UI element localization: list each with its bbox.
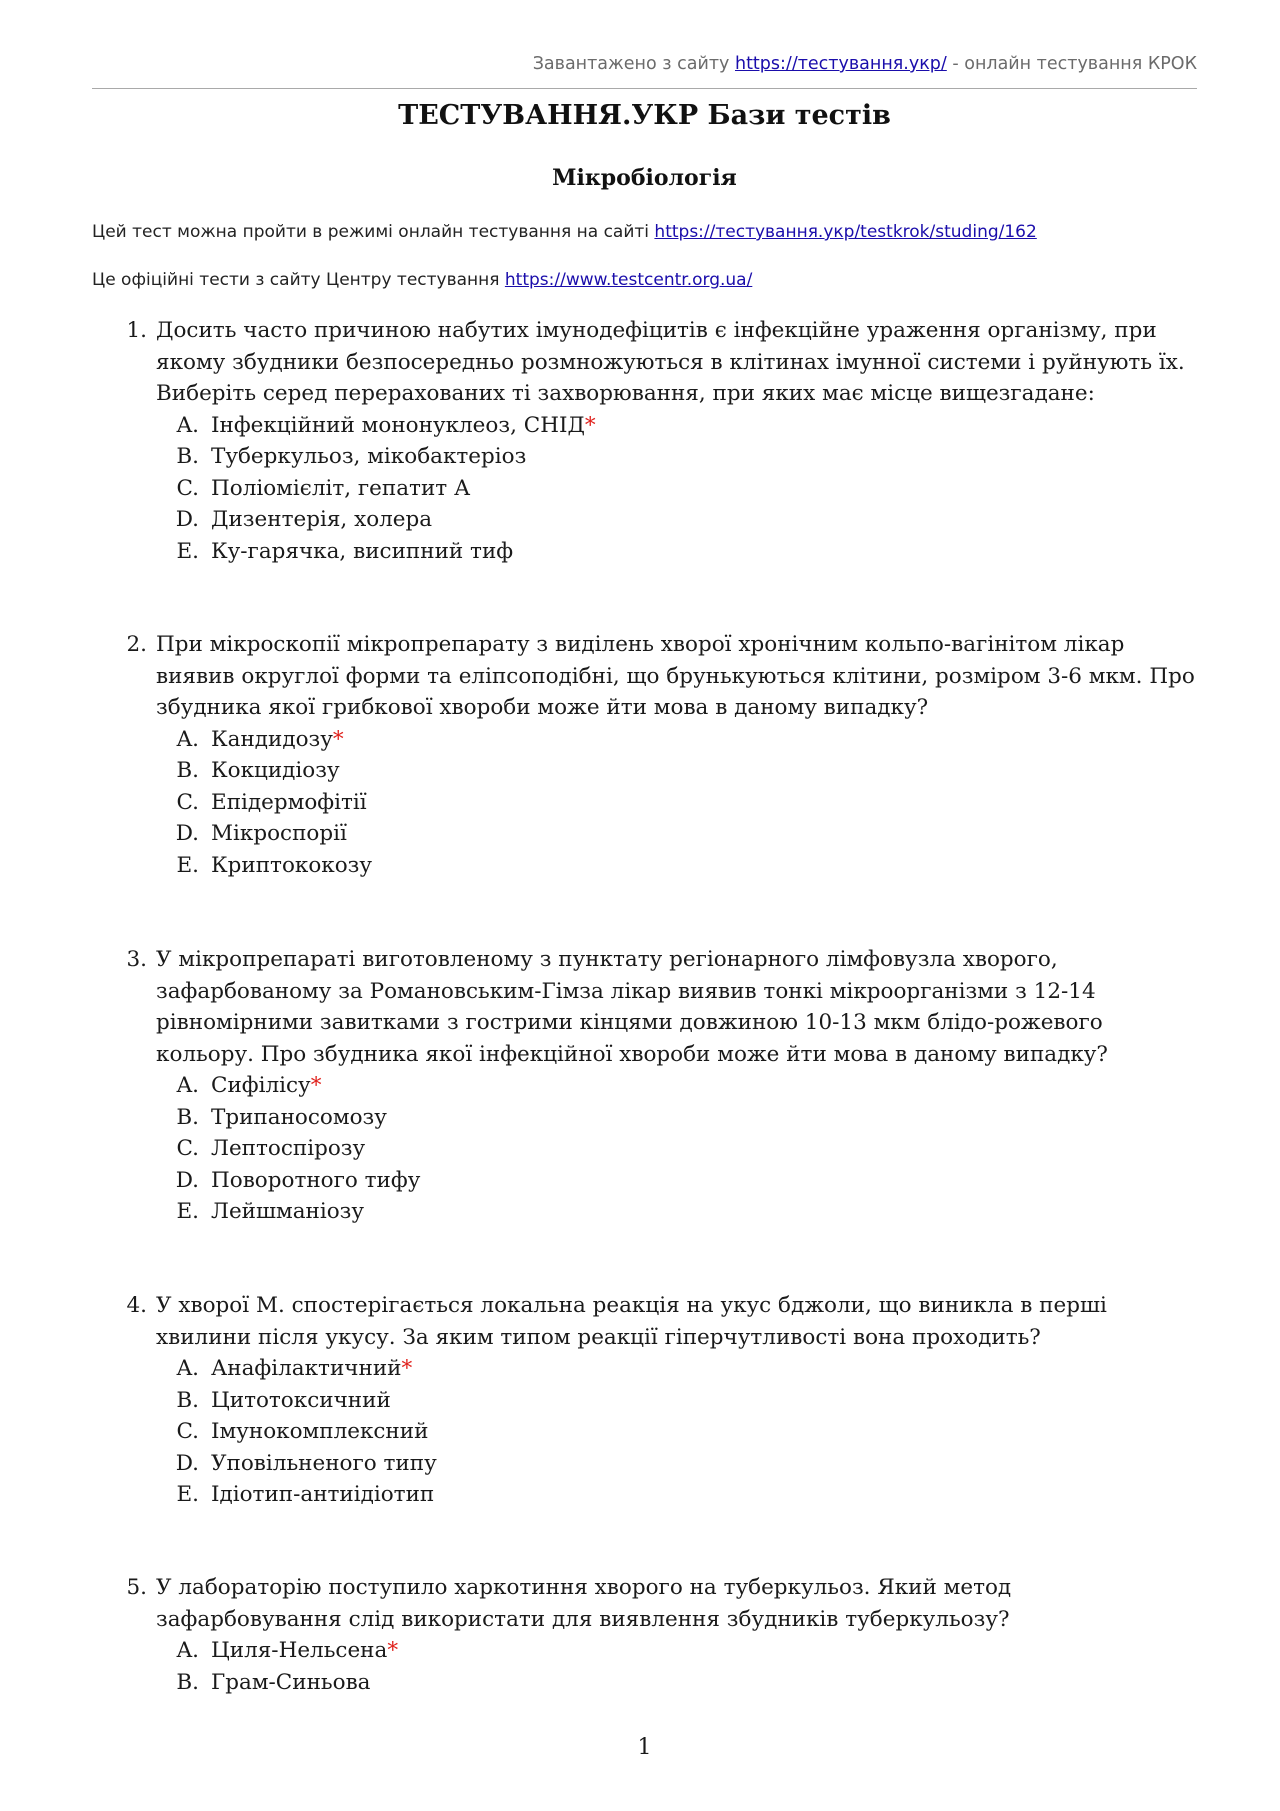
- info-line-official: [92, 270, 752, 290]
- answer-option: [92, 787, 1202, 819]
- question-text: У лабораторію поступило харкотиння хворого на туберкульоз. Який метод зафарбовування слід використати для виявлення збудників туберкульозу?: [156, 1575, 1012, 1632]
- option-text: Мікроспорії: [211, 821, 347, 846]
- option-text: Епідермофітії: [211, 789, 367, 815]
- answer-option: [92, 1165, 1202, 1197]
- option-text: Цитотоксичний: [211, 1387, 391, 1413]
- header-site-link[interactable]: https://тестування.укр/: [734, 54, 947, 74]
- answer-option: [92, 1667, 1202, 1699]
- answer-option: [92, 1385, 1202, 1417]
- question: [92, 1572, 1202, 1698]
- option-text: Інфекційний мононуклеоз, СНІД: [211, 412, 585, 438]
- option-letter: D.: [175, 821, 199, 846]
- info-official-text: Це офіційні тести з сайту Центру тестування: [92, 270, 505, 290]
- option-text: Уповільненого типу: [211, 1450, 437, 1476]
- correct-answer-mark: *: [401, 1356, 413, 1381]
- option-letter: A.: [176, 1638, 199, 1663]
- option-text: Дизентерія, холера: [211, 507, 433, 532]
- testcentr-link[interactable]: https://www.testcentr.org.ua/: [504, 270, 753, 290]
- answer-options: [92, 410, 1202, 568]
- answer-option: [92, 1479, 1202, 1511]
- option-letter: A.: [176, 412, 199, 438]
- option-text: Кокцидіозу: [211, 758, 340, 783]
- answer-option: [92, 1635, 1202, 1667]
- option-letter: E.: [176, 538, 199, 564]
- info-line-online: [92, 222, 1037, 242]
- option-letter: E.: [176, 852, 199, 878]
- correct-answer-mark: *: [387, 1638, 399, 1663]
- option-text: Лейшманіозу: [211, 1199, 365, 1224]
- answer-options: [92, 1635, 1202, 1698]
- question-text: При мікроскопії мікропрепарату з виділень хворої хронічним кольпо-вагінітом лікар виявив округлої форми та еліпсоподібні, що брунькуються клітини, розміром 3-6 мкм. Про збудника якої грибкової хвороби може йти мова в даному випадку?: [156, 632, 1195, 720]
- option-letter: B.: [176, 758, 199, 783]
- option-text: Поліомієліт, гепатит А: [211, 475, 471, 501]
- document-subtitle: Мікробіологія: [552, 165, 737, 191]
- online-test-link[interactable]: https://тестування.укр/testkrok/studing/162: [654, 222, 1037, 242]
- option-letter: B.: [176, 1669, 199, 1695]
- answer-options: [92, 724, 1202, 882]
- option-text: Ку-гарячка, висипний тиф: [211, 538, 514, 564]
- answer-option: [92, 818, 1202, 850]
- correct-answer-mark: *: [310, 1073, 322, 1098]
- question-number: 1.: [126, 318, 147, 343]
- question: [92, 629, 1202, 881]
- option-text: Анафілактичний: [211, 1356, 402, 1381]
- question-text: У хворої М. спостерігається локальна реакція на укус бджоли, що виникла в перші хвилини після укусу. За яким типом реакції гіперчутливості вона проходить?: [156, 1293, 1107, 1350]
- question: [92, 1290, 1202, 1511]
- answer-option: [92, 473, 1202, 505]
- option-letter: D.: [175, 1450, 199, 1476]
- header-divider: [92, 88, 1197, 89]
- answer-option: [92, 850, 1202, 882]
- answer-option: [92, 504, 1202, 536]
- option-letter: C.: [176, 1136, 199, 1161]
- option-text: Лептоспірозу: [211, 1136, 366, 1161]
- option-text: Криптококозу: [211, 852, 373, 878]
- answer-options: [92, 1070, 1202, 1228]
- option-text: Трипаносомозу: [211, 1104, 387, 1130]
- page-header: [92, 54, 1197, 74]
- answer-option: [92, 1070, 1202, 1102]
- option-text: Туберкульоз, мікобактеріоз: [211, 444, 527, 469]
- answer-option: [92, 441, 1202, 473]
- info-online-text: Цей тест можна пройти в режимі онлайн тестування на сайті: [92, 222, 655, 242]
- option-letter: A.: [176, 726, 199, 752]
- question-number: 4.: [126, 1293, 147, 1318]
- answer-option: [92, 1416, 1202, 1448]
- answer-option: [92, 1102, 1202, 1134]
- answer-option: [92, 1448, 1202, 1480]
- question: [92, 315, 1202, 567]
- header-prefix: Завантажено з сайту: [532, 54, 735, 74]
- answer-option: [92, 755, 1202, 787]
- option-letter: B.: [176, 1387, 199, 1413]
- answer-option: [92, 536, 1202, 568]
- answer-options: [92, 1353, 1202, 1511]
- option-text: Циля-Нельсена: [211, 1638, 388, 1663]
- correct-answer-mark: *: [584, 412, 596, 438]
- option-letter: A.: [176, 1073, 199, 1098]
- question-number: 2.: [126, 632, 147, 657]
- question-number: 3.: [126, 947, 147, 972]
- option-letter: B.: [176, 444, 199, 469]
- question-text: Досить часто причиною набутих імунодефіцитів є інфекційне ураження організму, при якому збудники безпосередньо розмножуються в клітинах імунної системи і руйнують їх. Виберіть серед перерахованих ті захворювання, при яких має місце вищезгадане:: [156, 318, 1185, 406]
- answer-option: [92, 1133, 1202, 1165]
- option-text: Ідіотип-антиідіотип: [211, 1482, 435, 1507]
- answer-option: [92, 724, 1202, 756]
- option-text: Поворотного тифу: [211, 1167, 421, 1193]
- answer-option: [92, 1353, 1202, 1385]
- option-letter: B.: [176, 1104, 199, 1130]
- header-suffix: - онлайн тестування КРОК: [946, 54, 1197, 74]
- option-text: Грам-Синьова: [211, 1669, 371, 1695]
- answer-option: [92, 410, 1202, 442]
- option-letter: A.: [176, 1356, 199, 1381]
- option-text: Імунокомплексний: [211, 1419, 429, 1444]
- option-letter: C.: [176, 1419, 199, 1444]
- option-letter: C.: [176, 789, 199, 815]
- option-letter: E.: [176, 1199, 199, 1224]
- question-text: У мікропрепараті виготовленому з пунктату регіонарного лімфовузла хворого, зафарбованому за Романовським-Гімза лікар виявив тонкі мікроорганізми з 12-14 рівномірними завитками з гострими кінцями довжиною 10-13 мкм блідо-рожевого кольору. Про збудника якої інфекційної хвороби може йти мова в даному випадку?: [156, 947, 1108, 1067]
- document-title: ТЕСТУВАННЯ.УКР Бази тестів: [398, 100, 891, 131]
- question-number: 5.: [126, 1575, 147, 1600]
- option-letter: D.: [175, 1167, 199, 1193]
- answer-option: [92, 1196, 1202, 1228]
- option-text: Кандидозу: [211, 726, 333, 752]
- question: [92, 944, 1202, 1228]
- correct-answer-mark: *: [332, 726, 344, 752]
- option-letter: E.: [176, 1482, 199, 1507]
- option-letter: D.: [175, 507, 199, 532]
- option-text: Сифілісу: [211, 1073, 311, 1098]
- option-letter: C.: [176, 475, 199, 501]
- page-number: 1: [637, 1735, 652, 1760]
